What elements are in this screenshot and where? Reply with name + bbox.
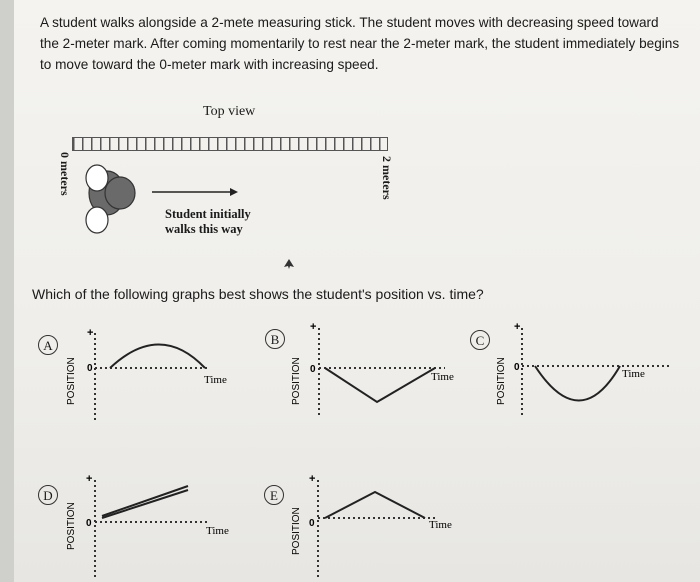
option-d-radio[interactable]: D: [38, 485, 58, 505]
student-note-line2: walks this way: [165, 222, 243, 236]
svg-text:0: 0: [309, 518, 315, 529]
measuring-stick: [72, 137, 388, 151]
left-page-edge: [0, 0, 14, 582]
diagram-title: Top view: [203, 104, 256, 119]
svg-text:Time: Time: [429, 519, 452, 531]
svg-text:Time: Time: [622, 368, 645, 380]
zero-meters-label: 0 meters: [58, 152, 72, 196]
mouse-cursor-icon: [283, 258, 295, 270]
svg-text:+: +: [514, 321, 521, 333]
svg-text:POSITION: POSITION: [496, 357, 507, 405]
student-head-icon: [105, 177, 135, 209]
svg-text:+: +: [87, 327, 94, 339]
option-a-radio[interactable]: A: [38, 335, 58, 355]
student-note: [165, 207, 251, 237]
svg-text:+: +: [86, 473, 93, 485]
graph-option-e: [285, 470, 465, 580]
position-curve: [110, 345, 205, 369]
graph-option-a: [60, 325, 240, 425]
arrowhead-icon: [230, 188, 238, 196]
question-prompt: Which of the following graphs best shows the student's position vs. time?: [32, 286, 484, 302]
option-b-radio[interactable]: B: [265, 329, 285, 349]
graph-option-b: [285, 320, 465, 420]
student-shoulder-icon: [86, 207, 108, 233]
svg-text:POSITION: POSITION: [66, 502, 77, 550]
position-curve: [325, 368, 435, 402]
svg-text:+: +: [309, 473, 316, 485]
question-text: A student walks alongside a 2-mete measuring stick. The student moves with decreasing speed toward the 2-meter mark. After coming momentarily to rest near the 2-meter mark, the student immediately begins to move toward the 0-meter mark with increasing speed.: [40, 15, 680, 72]
svg-text:Time: Time: [206, 525, 229, 537]
svg-text:0: 0: [310, 364, 316, 375]
svg-text:0: 0: [86, 518, 92, 529]
svg-text:Time: Time: [431, 371, 454, 383]
svg-text:POSITION: POSITION: [291, 507, 302, 555]
student-note-line1: Student initially: [165, 207, 251, 221]
svg-text:Time: Time: [204, 374, 227, 386]
svg-text:0: 0: [87, 363, 93, 374]
student-shoulder-icon: [86, 165, 108, 191]
svg-text:0: 0: [514, 362, 520, 373]
position-line: [102, 486, 188, 516]
graph-option-c: [490, 320, 690, 420]
position-curve: [535, 366, 620, 401]
two-meters-label: 2 meters: [380, 156, 394, 200]
y-axis-label: POSITION: [66, 357, 77, 405]
option-c-radio[interactable]: C: [470, 330, 490, 350]
option-e-radio[interactable]: E: [264, 485, 284, 505]
graph-option-d: [60, 470, 240, 580]
position-curve: [325, 492, 425, 518]
svg-text:POSITION: POSITION: [291, 357, 302, 405]
position-line: [102, 490, 188, 518]
svg-text:+: +: [310, 321, 317, 333]
